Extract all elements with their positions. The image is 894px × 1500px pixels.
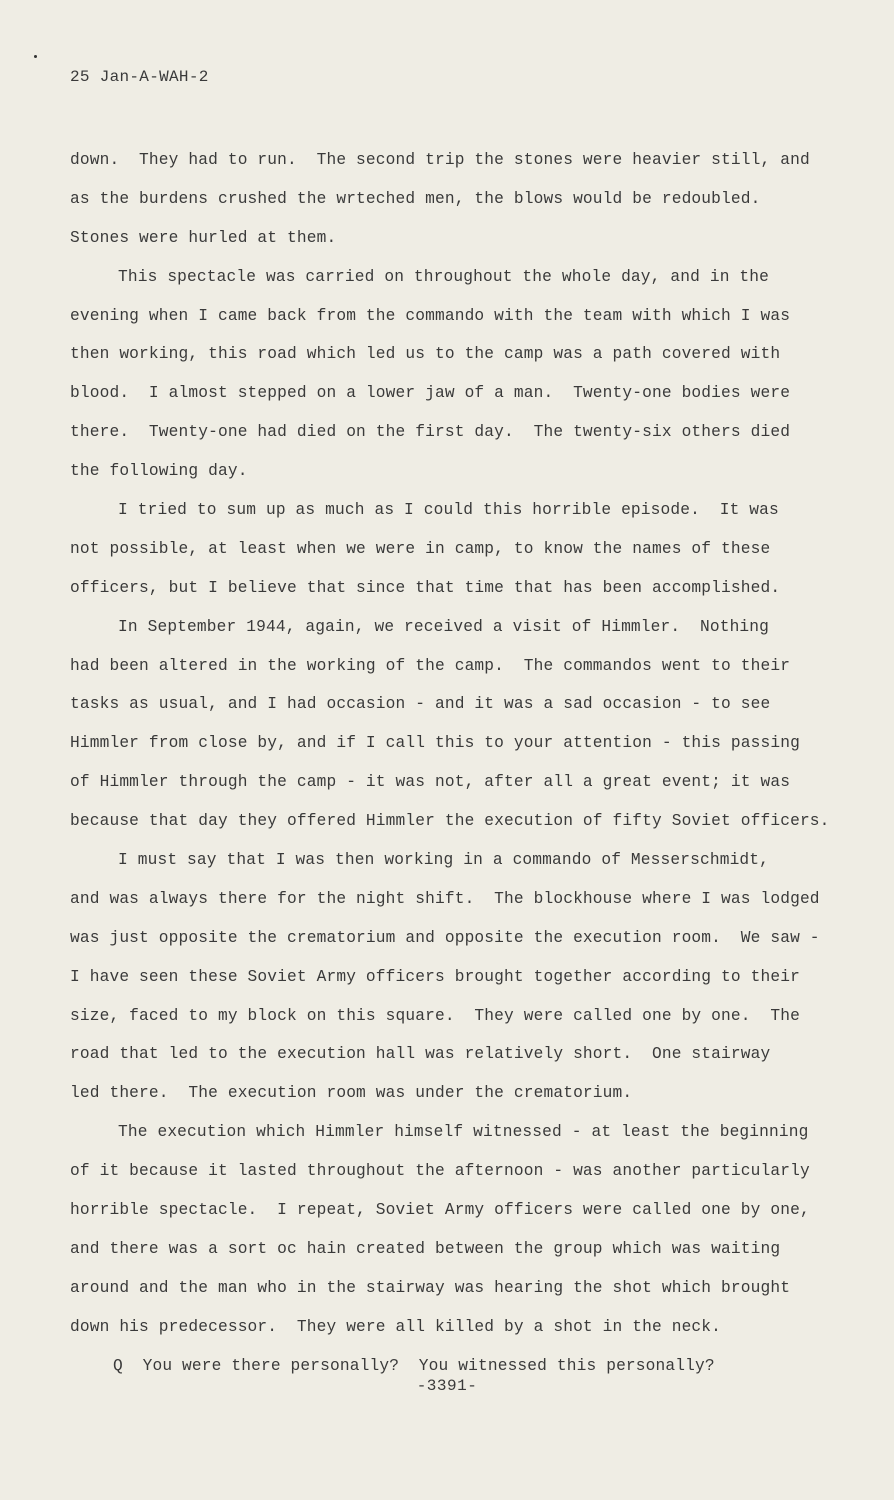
text-line: of it because it lasted throughout the afternoon - was another particularly — [70, 1162, 810, 1181]
text-line: because that day they offered Himmler the execution of fifty Soviet officers. — [70, 812, 830, 831]
text-line: horrible spectacle. I repeat, Soviet Army officers were called one by one, — [70, 1201, 810, 1220]
paragraph-start-line: The execution which Himmler himself witnessed - at least the beginning — [118, 1123, 809, 1142]
paragraph-start-line: I tried to sum up as much as I could this horrible episode. It was — [118, 501, 779, 520]
page-number: -3391- — [416, 1377, 478, 1395]
text-line: blood. I almost stepped on a lower jaw of a man. Twenty-one bodies were — [70, 384, 791, 403]
text-line: of Himmler through the camp - it was not, after all a great event; it was — [70, 773, 791, 792]
text-line: down his predecessor. They were all killed by a shot in the neck. — [70, 1317, 722, 1336]
question-line: Q You were there personally? You witnessed this personally? — [113, 1356, 715, 1375]
text-line: the following day. — [70, 462, 248, 481]
text-line: size, faced to my block on this square. They were called one by one. The — [70, 1006, 800, 1025]
page-header-reference: 25 Jan-A-WAH-2 — [70, 68, 209, 86]
text-line: there. Twenty-one had died on the first day. The twenty-six others died — [70, 423, 791, 442]
text-line: Himmler from close by, and if I call this to your attention - this passing — [70, 734, 800, 753]
paragraph-start-line: In September 1944, again, we received a visit of Himmler. Nothing — [118, 617, 770, 636]
text-line: and was always there for the night shift. The blockhouse where I was lodged — [70, 889, 820, 908]
transcript-body — [70, 141, 830, 1386]
text-line: I have seen these Soviet Army officers brought together according to their — [70, 967, 800, 986]
paragraph-start-line: I must say that I was then working in a commando of Messerschmidt, — [118, 851, 770, 870]
margin-mark — [34, 55, 37, 58]
text-line: tasks as usual, and I had occasion - and it was a sad occasion - to see — [70, 695, 771, 714]
text-line: was just opposite the crematorium and opposite the execution room. We saw - — [70, 928, 820, 947]
text-line: not possible, at least when we were in camp, to know the names of these — [70, 539, 771, 558]
paragraph-start-line: This spectacle was carried on throughout the whole day, and in the — [118, 267, 770, 286]
text-line: evening when I came back from the commando with the team with which I was — [70, 306, 791, 325]
text-line: and there was a sort oc hain created between the group which was waiting — [70, 1239, 781, 1258]
text-line: then working, this road which led us to the camp was a path covered with — [70, 345, 781, 364]
text-line: led there. The execution room was under the crematorium. — [70, 1084, 633, 1103]
text-line: around and the man who in the stairway was hearing the shot which brought — [70, 1278, 791, 1297]
text-line: road that led to the execution hall was relatively short. One stairway — [70, 1045, 771, 1064]
text-line: officers, but I believe that since that time that has been accomplished. — [70, 578, 781, 597]
text-line: had been altered in the working of the camp. The commandos went to their — [70, 656, 791, 675]
text-line: down. They had to run. The second trip the stones were heavier still, and — [70, 151, 810, 169]
text-line: Stones were hurled at them. — [70, 228, 337, 247]
text-line: as the burdens crushed the wrteched men, the blows would be redoubled. — [70, 189, 761, 208]
